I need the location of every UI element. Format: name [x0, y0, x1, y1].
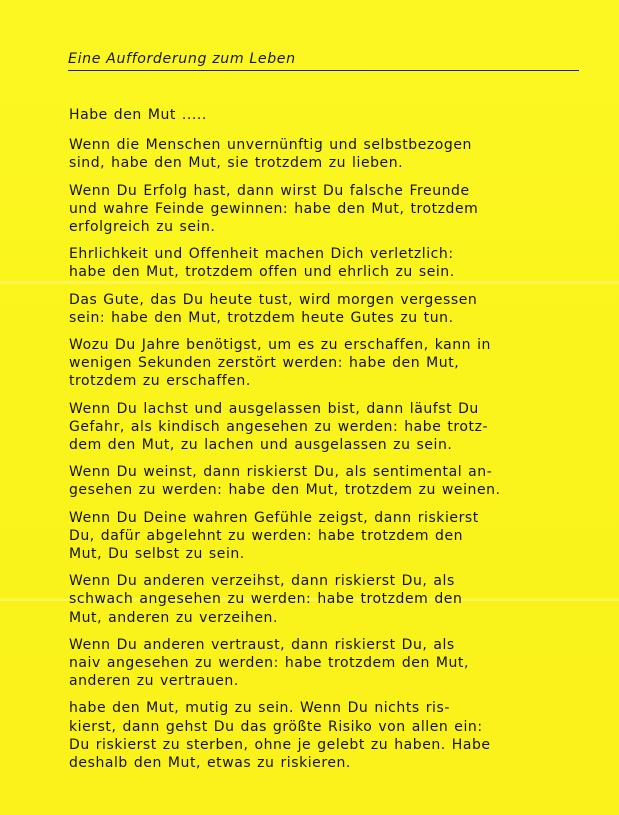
paragraph-closing: habe den Mut, mutig zu sein. Wenn Du nichts ris- kierst, dann gehst Du das größte Risiko von allen ein: Du riskierst zu sterben, ohne je gelebt zu haben. Habe deshalb den Mut, etwas zu riskieren. [69, 700, 491, 772]
paragraph: Wenn Du anderen verzeihst, dann riskierst Du, als schwach angesehen zu werden: habe trotzdem den Mut, anderen zu verzeihen. [69, 573, 463, 626]
paragraph: Wenn die Menschen unvernünftig und selbstbezogen sind, habe den Mut, sie trotzdem zu lieben. [69, 137, 472, 172]
paragraph: Wenn Du lachst und ausgelassen bist, dann läufst Du Gefahr, als kindisch angesehen zu werden: habe trotz- dem den Mut, zu lachen und ausgelassen zu sein. [69, 400, 489, 454]
paragraph: Wenn Du anderen vertraust, dann riskierst Du, als naiv angesehen zu werden: habe trotzdem den Mut, anderen zu vertrauen. [69, 636, 469, 690]
paragraph: Das Gute, das Du heute tust, wird morgen vergessen sein: habe den Mut, trotzdem heute Gutes zu tun. [69, 291, 478, 326]
page-header [68, 50, 579, 71]
paragraph: Wenn Du Erfolg hast, dann wirst Du falsche Freunde und wahre Feinde gewinnen: habe den Mut, trotzdem erfolgreich zu sein. [69, 182, 479, 236]
paragraph: Ehrlichkeit und Offenheit machen Dich verletzlich: habe den Mut, trotzdem offen und ehrlich zu sein. [69, 246, 455, 281]
page-title: Eine Aufforderung zum Leben [68, 51, 296, 67]
text-body [69, 106, 569, 772]
paragraph: Wenn Du Deine wahren Gefühle zeigst, dann riskierst Du, dafür abgelehnt zu werden: habe trotzdem den Mut, Du selbst zu sein. [69, 509, 479, 563]
paragraph-intro: Habe den Mut ..... [69, 107, 207, 123]
paragraph: Wenn Du weinst, dann riskierst Du, als sentimental an- gesehen zu werden: habe den Mut, trotzdem zu weinen. [69, 464, 501, 499]
paragraph: Wozu Du Jahre benötigst, um es zu erschaffen, kann in wenigen Sekunden zerstört werden: habe den Mut, trotzdem zu erschaffen. [69, 337, 491, 390]
